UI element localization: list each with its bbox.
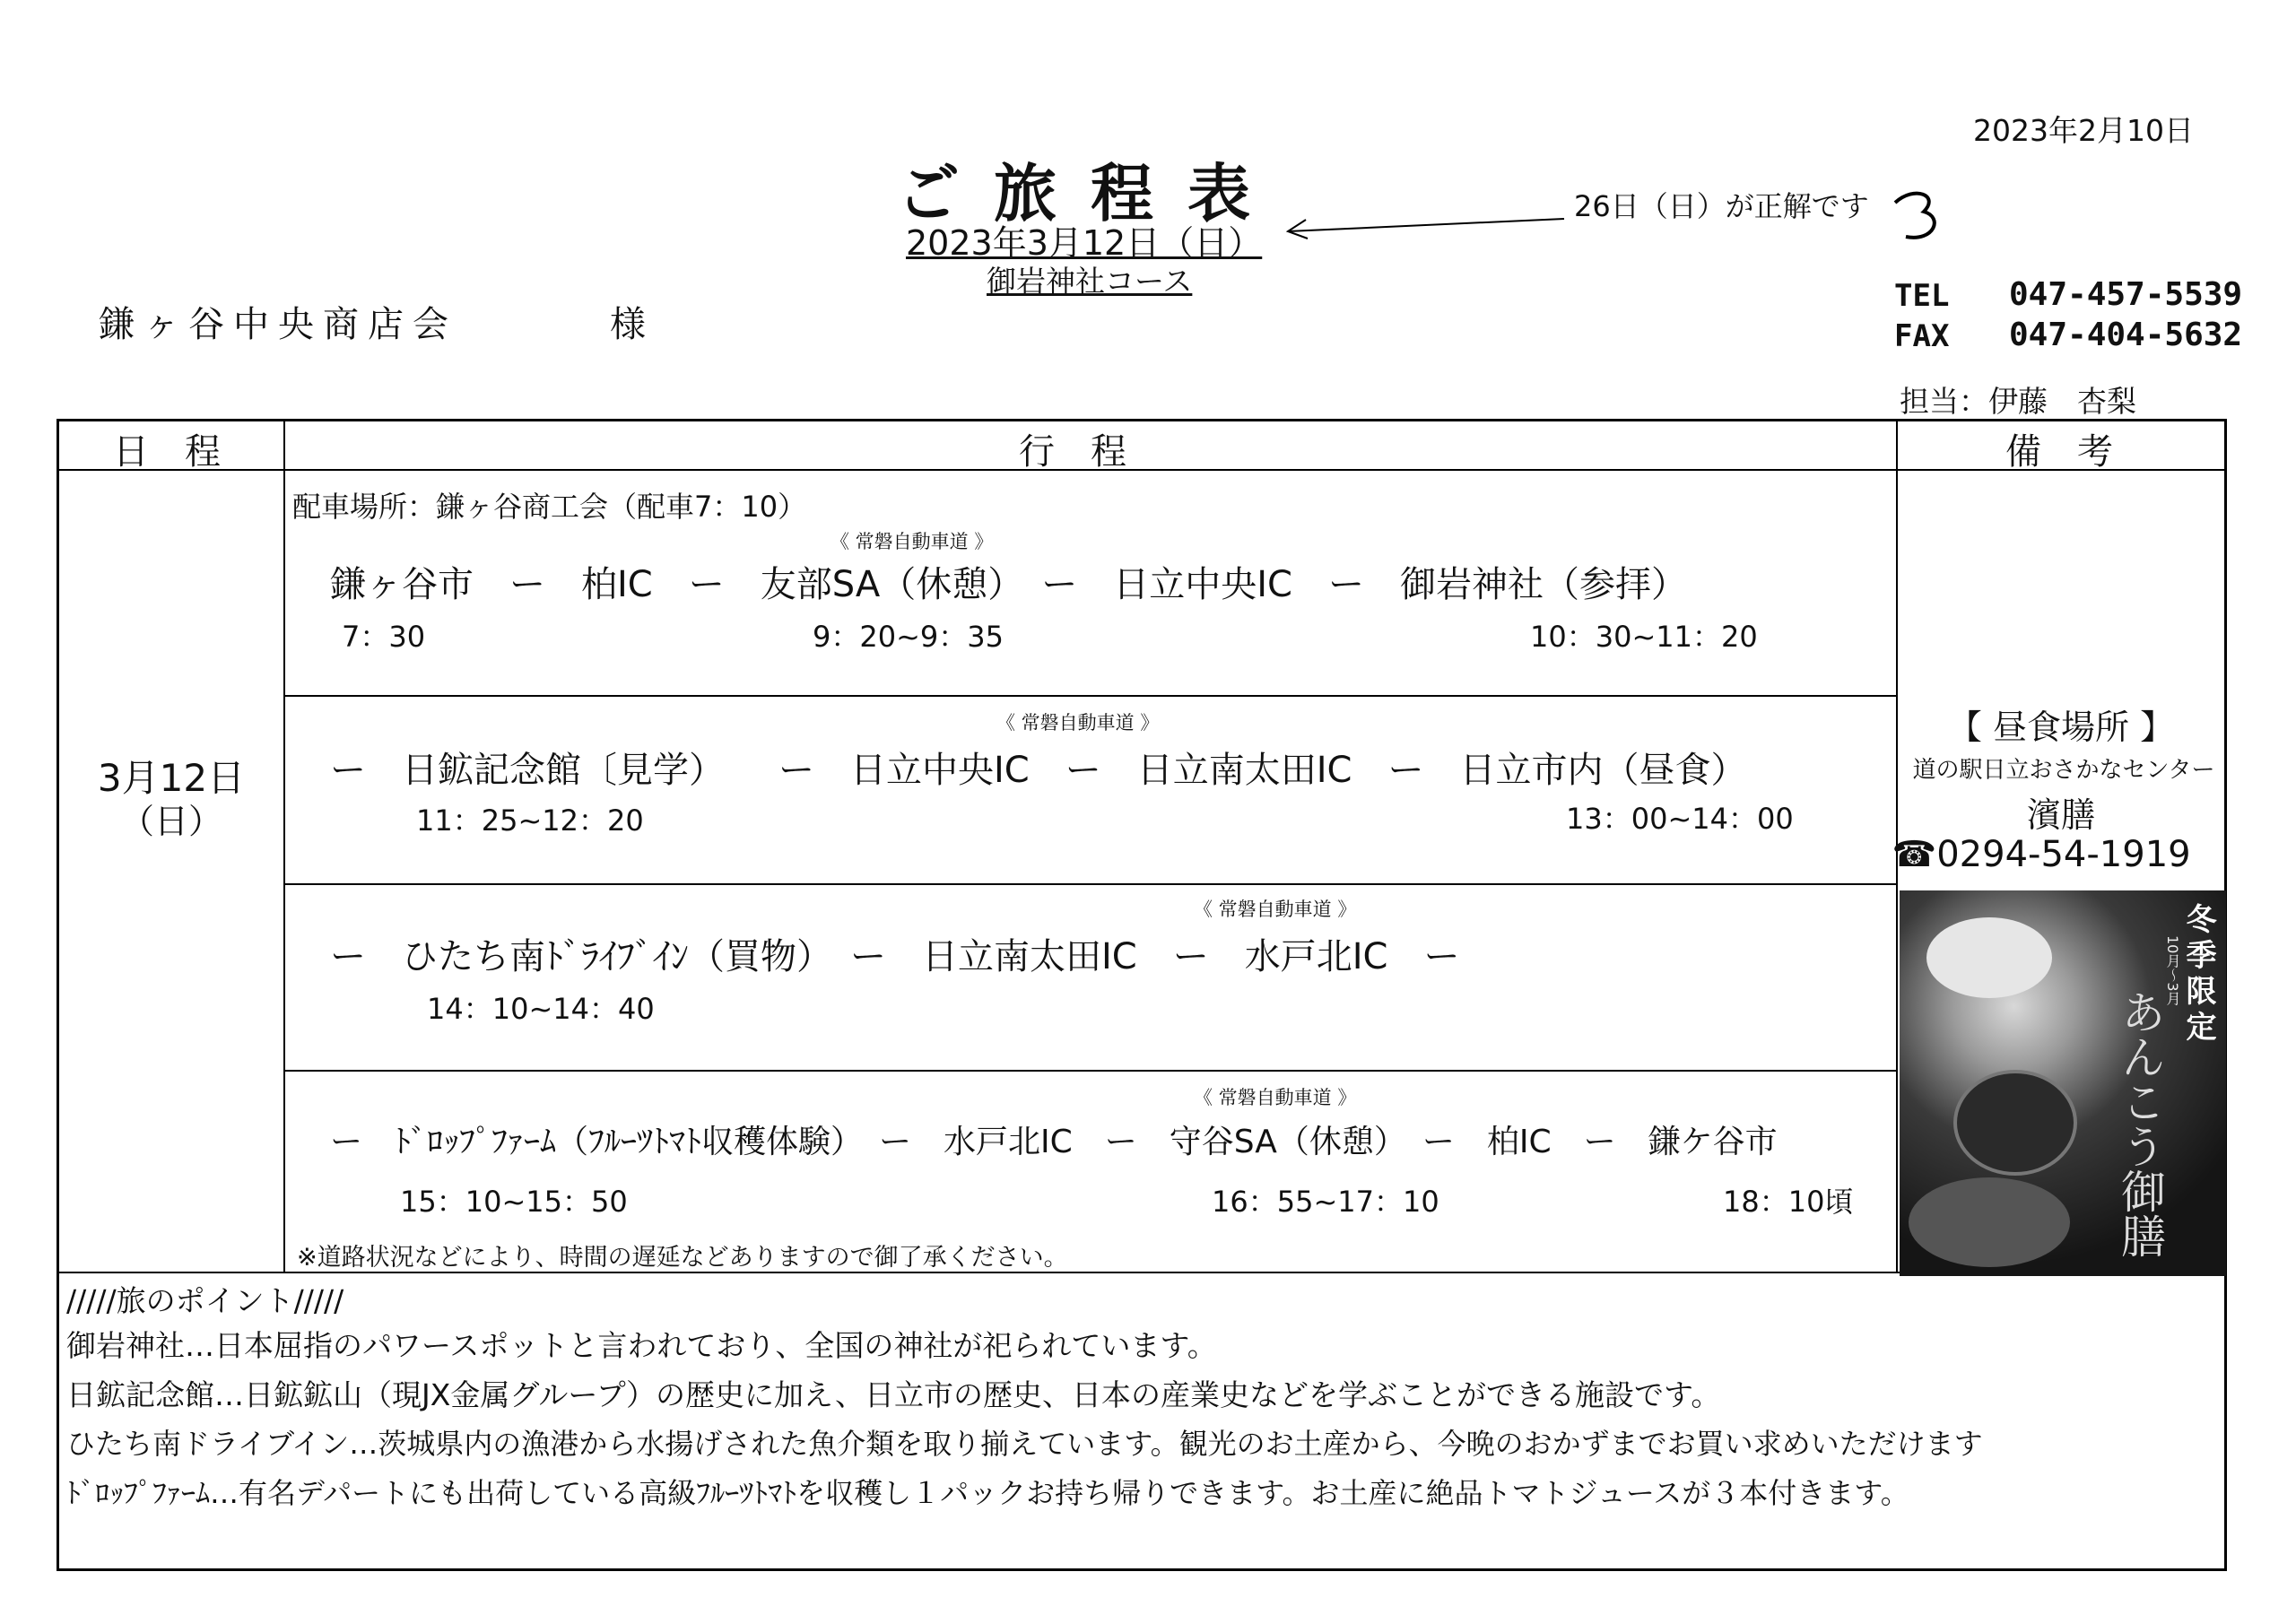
route-segment-2: ー 日鉱記念館〔見学） ー 日立中央IC ー 日立南太田IC ー 日立市内（昼食） <box>330 750 1747 791</box>
time-label: 7：30 <box>342 620 426 654</box>
correction-arrow-icon <box>1283 215 1570 242</box>
route-segment-4: ー ﾄﾞﾛｯﾌﾟﾌｧｰﾑ（ﾌﾙｰﾂﾄﾏﾄ収穫体験） ー 水戸北IC ー 守谷SA（休憩） ー 柏IC ー 鎌ケ谷市 <box>330 1124 1778 1160</box>
column-header-itinerary: 行程 <box>1019 431 1162 473</box>
day-of-week: （日） <box>119 802 222 841</box>
time-label: 16：55~17：10 <box>1212 1185 1439 1219</box>
point-item: ﾄﾞﾛｯﾌﾟﾌｧｰﾑ…有名デパートにも出荷している高級ﾌﾙｰﾂﾄﾏﾄを収穫し１パックお持ち帰りできます。お土産に絶品トマトジュースが３本付きます。 <box>66 1476 1909 1510</box>
tel-label: TEL <box>1894 278 1950 314</box>
staff-in-charge: 担当：伊藤 杏梨 <box>1900 384 2136 419</box>
lunch-restaurant: 濱膳 <box>2026 795 2095 835</box>
segment-divider <box>283 695 1896 697</box>
time-label: 9：20~9：35 <box>813 620 1004 654</box>
check-mark-icon <box>1888 187 1951 249</box>
point-item: ひたち南ドライブイン…茨城県内の漁港から水揚げされた魚介類を取り揃えています。観光のお土産から、今晩のおかずまでお買い求めいただけます <box>66 1427 1983 1461</box>
itinerary-sheet <box>57 419 2227 1571</box>
route-segment-1: 鎌ヶ谷市 ー 柏IC ー 友部SA（休憩） ー 日立中央IC ー 御岩神社（参拝） <box>330 564 1687 605</box>
photo-period: 10月〜3月 <box>2164 935 2181 1006</box>
points-heading: /////旅のポイント///// <box>66 1283 344 1318</box>
tel-number: 047-457-5539 <box>2009 276 2243 313</box>
time-label: 10：30~11：20 <box>1530 620 1758 654</box>
correction-note: 26日（日）が正解です <box>1574 189 1869 223</box>
fax-label: FAX <box>1894 318 1950 354</box>
pickup-location: 配車場所：鎌ヶ谷商工会（配車7：10） <box>292 490 807 524</box>
page-title: ご旅程表 <box>897 157 1284 230</box>
delay-notice: ※道路状況などにより、時間の遅延などありますので御了承ください。 <box>297 1244 1068 1272</box>
lunch-heading: 【 昼食場所 】 <box>1947 708 2175 747</box>
point-item: 日鉱記念館…日鉱鉱山（現JX金属グループ）の歴史に加え、日立市の歴史、日本の産業史などを学ぶことができる施設です。 <box>66 1377 1721 1412</box>
client-name: 鎌ヶ谷中央商店会 <box>99 304 457 345</box>
course-name: 御岩神社コース <box>987 264 1193 299</box>
lunch-photo <box>1900 890 2226 1276</box>
road-label: 《 常磐自動車道 》 <box>1194 1087 1357 1108</box>
trip-date: 2023年3月12日（日） <box>906 223 1263 263</box>
road-label: 《 常磐自動車道 》 <box>1194 899 1357 920</box>
issue-date: 2023年2月10日 <box>1973 113 2194 148</box>
segment-divider <box>283 883 1896 885</box>
time-label: 14：10~14：40 <box>427 992 655 1026</box>
route-segment-3: ー ひたち南ﾄﾞﾗｲﾌﾞｲﾝ（買物） ー 日立南太田IC ー 水戸北IC ー <box>330 936 1460 977</box>
fax-number: 047-404-5632 <box>2009 317 2243 353</box>
time-label: 18：10頃 <box>1723 1185 1854 1219</box>
point-item: 御岩神社…日本屈指のパワースポットと言われており、全国の神社が祀られています。 <box>66 1328 1217 1363</box>
time-label: 13：00~14：00 <box>1566 802 1794 836</box>
segment-divider <box>283 1070 1896 1072</box>
time-label: 11：25~12：20 <box>416 803 644 838</box>
column-header-day: 日程 <box>113 431 257 473</box>
photo-caption: 冬季限定 <box>2180 903 2216 1046</box>
day-date: 3月12日 <box>97 756 246 800</box>
photo-dish: あんこう御膳 <box>2114 989 2166 1258</box>
lunch-place: 道の駅日立おさかなセンター <box>1912 757 2215 784</box>
column-divider-day <box>283 421 285 1272</box>
lunch-phone: ☎0294-54-1919 <box>1892 834 2191 875</box>
road-label: 《 常磐自動車道 》 <box>996 712 1160 734</box>
time-label: 15：10~15：50 <box>400 1185 628 1219</box>
client-honorific: 様 <box>610 304 646 345</box>
column-header-remarks: 備考 <box>2005 431 2149 473</box>
road-label: 《 常磐自動車道 》 <box>831 531 994 552</box>
